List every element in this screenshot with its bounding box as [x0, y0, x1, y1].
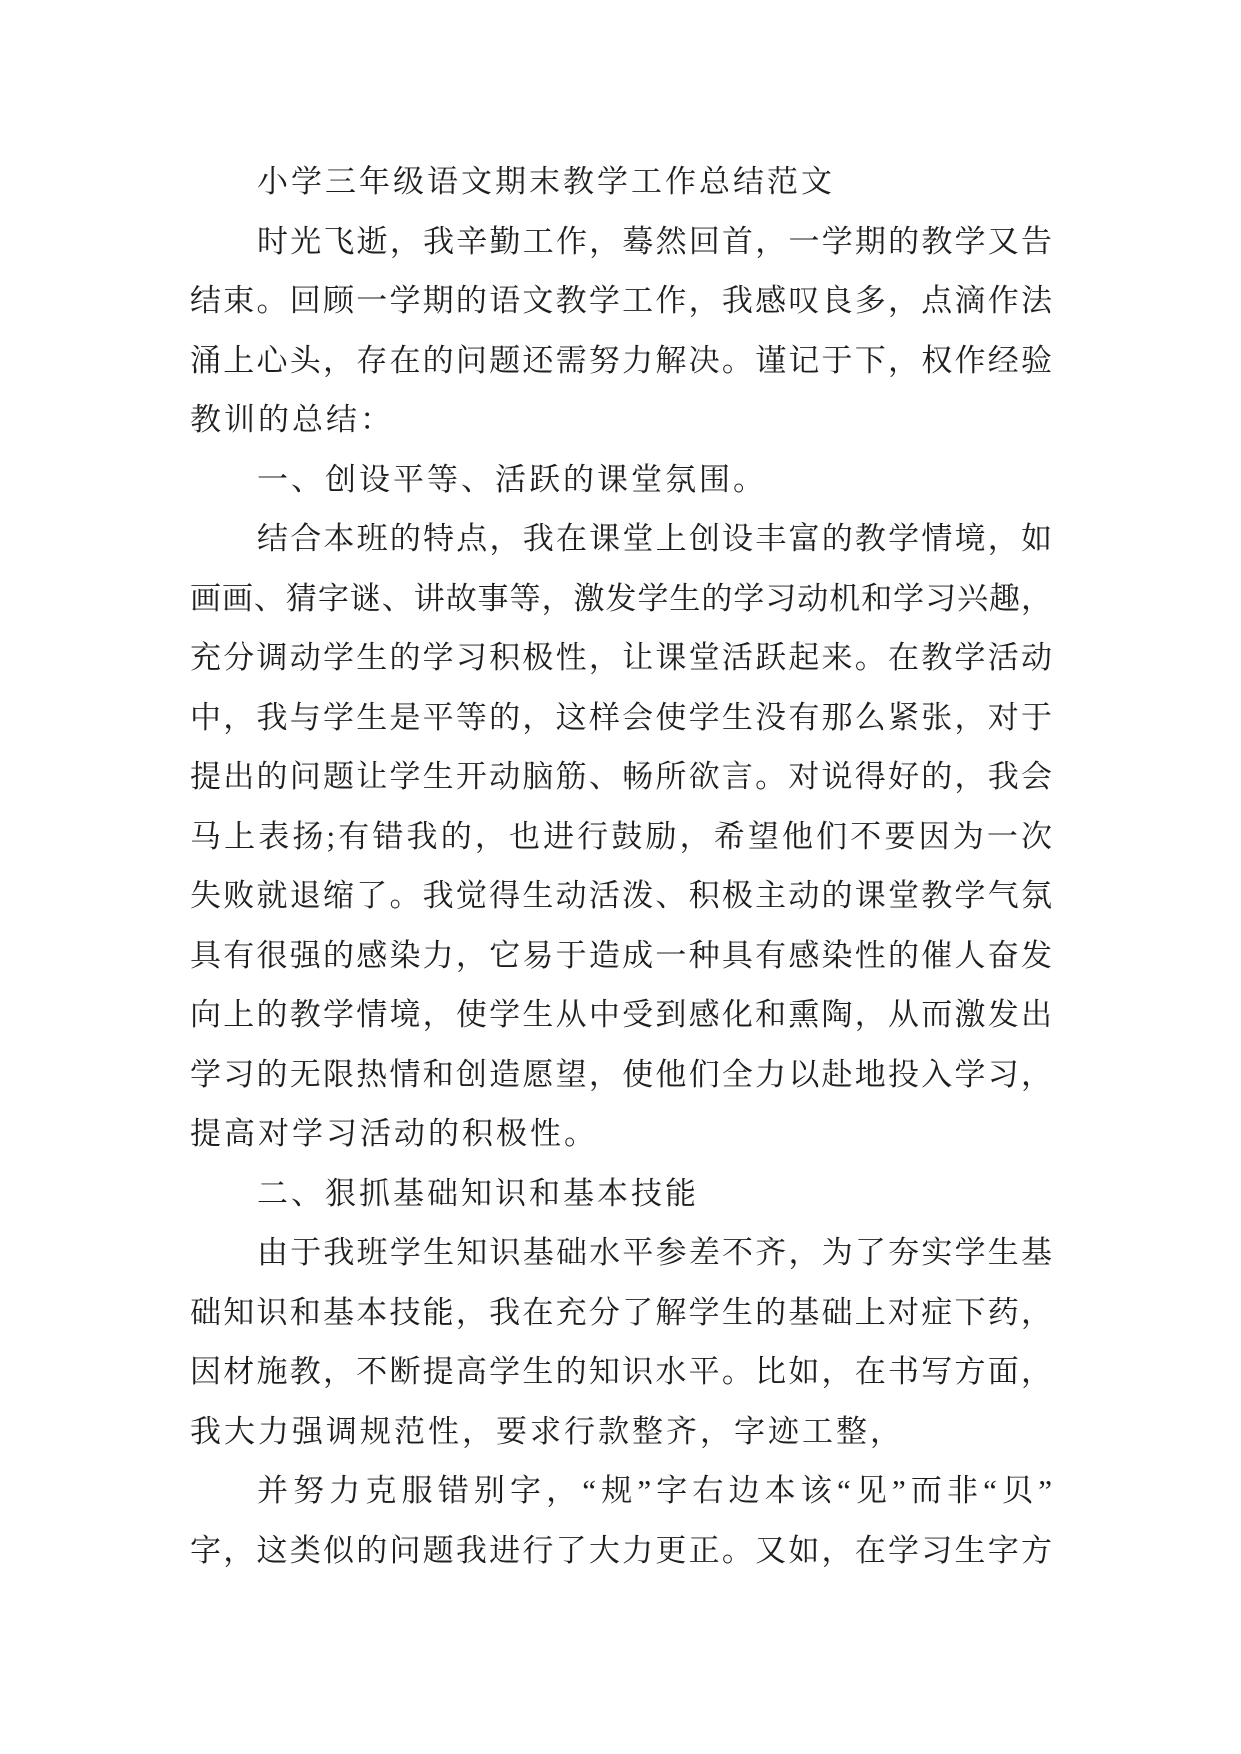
intro-paragraph: [190, 212, 1060, 450]
paragraph-line: 教训的总结：: [190, 402, 394, 437]
paragraph-line: 画画、猜字谜、讲故事等，激发学生的学习动机和学习兴趣，: [190, 580, 1052, 616]
section-heading-2: 二、狠抓基础知识和基本技能: [257, 1175, 699, 1211]
section-1-paragraph: [190, 509, 1060, 1164]
paragraph-line: 结束。回顾一学期的语文教学工作，我感叹良多，点滴作法: [190, 283, 1052, 318]
section-2-paragraph-1: [190, 1223, 1060, 1461]
paragraph-line: 础知识和基本技能，我在充分了解学生的基础上对症下药，: [190, 1294, 1052, 1330]
paragraph-line: 充分调动学生的学习积极性，让课堂活跃起来。在教学活动: [190, 640, 1052, 675]
paragraph-line: 并努力克服错别字，“规”字右边本该“见”而非“贝”: [257, 1473, 1052, 1508]
paragraph-line: 时光飞逝，我辛勤工作，蓦然回首，一学期的教学又告: [257, 223, 1052, 259]
paragraph-line: 马上表扬;有错我的，也进行鼓励，希望他们不要因为一次: [190, 818, 1052, 854]
document-title: 小学三年级语文期末教学工作总结范文: [257, 164, 835, 199]
paragraph-line: 由于我班学生知识基础水平参差不齐，为了夯实学生基: [257, 1235, 1052, 1270]
paragraph-line: 涌上心头，存在的问题还需努力解决。谨记于下，权作经验: [190, 342, 1052, 378]
paragraph-line: 提高对学习活动的积极性。: [190, 1116, 598, 1151]
paragraph-line: 我大力强调规范性，要求行款整齐，字迹工整，: [190, 1413, 904, 1449]
paragraph-line: 字，这类似的问题我进行了大力更正。又如，在学习生字方: [190, 1532, 1052, 1568]
paragraph-line: 提出的问题让学生开动脑筋、畅所欲言。对说得好的，我会: [190, 759, 1052, 794]
paragraph-line: 失败就退缩了。我觉得生动活泼、积极主动的课堂教学气氛: [190, 878, 1052, 913]
document-page: [190, 152, 1060, 1580]
paragraph-line: 向上的教学情境，使学生从中受到感化和熏陶，从而激发出: [190, 997, 1052, 1032]
paragraph-line: 因材施教，不断提高学生的知识水平。比如，在书写方面，: [190, 1354, 1052, 1389]
section-2-paragraph-2: [190, 1461, 1060, 1580]
paragraph-line: 中，我与学生是平等的，这样会使学生没有那么紧张，对于: [190, 699, 1052, 735]
paragraph-line: 具有很强的感染力，它易于造成一种具有感染性的催人奋发: [190, 937, 1052, 973]
section-heading-1: 一、创设平等、活跃的课堂氛围。: [257, 461, 767, 497]
paragraph-line: 结合本班的特点，我在课堂上创设丰富的教学情境，如: [257, 521, 1052, 556]
paragraph-line: 学习的无限热情和创造愿望，使他们全力以赴地投入学习，: [190, 1056, 1052, 1092]
